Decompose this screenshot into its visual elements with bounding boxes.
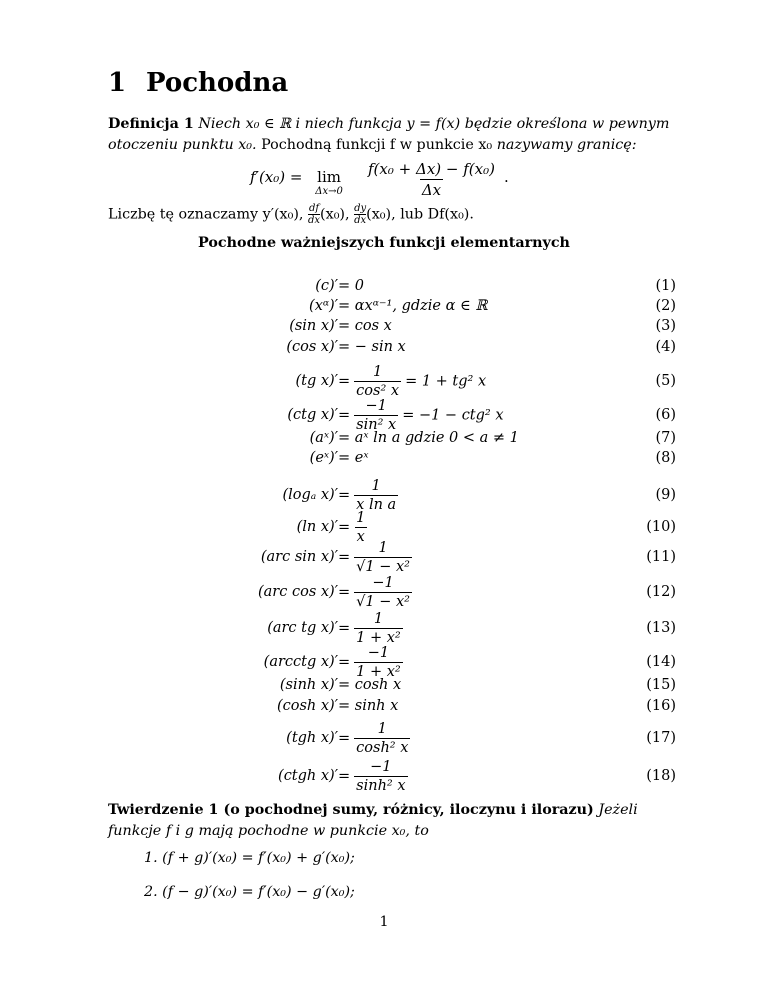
equation-number: (11) bbox=[646, 549, 676, 565]
equation-lhs: (ln x)′ bbox=[296, 519, 338, 535]
equation-lhs: (tgh x)′ bbox=[286, 730, 338, 746]
equation-fraction bbox=[354, 721, 410, 756]
equation-lhs: (arc cos x)′ bbox=[258, 584, 338, 600]
definition-paragraph bbox=[108, 114, 676, 156]
equation-fraction bbox=[354, 540, 412, 575]
equation-number: (7) bbox=[655, 430, 676, 446]
limit-subscript: Δx→0 bbox=[315, 186, 343, 197]
equation-lhs: (arc sin x)′ bbox=[260, 549, 338, 565]
equation-rhs bbox=[338, 540, 416, 575]
notation-mid-1: (x₀), bbox=[320, 206, 350, 223]
equation-rhs bbox=[338, 398, 504, 433]
theorem-item-1: 1. (f + g)′(x₀) = f′(x₀) + g′(x₀); bbox=[144, 850, 355, 866]
equation-rhs bbox=[338, 478, 402, 513]
limit-lhs: f′(x₀) = bbox=[250, 168, 303, 186]
section-number: 1 bbox=[108, 68, 127, 98]
equation-rhs: = αxᵅ⁻¹, gdzie α ∈ ℝ bbox=[338, 298, 488, 314]
fraction-denominator: cosh² x bbox=[356, 740, 409, 756]
df-dx-fraction bbox=[308, 203, 320, 226]
section-title: Pochodna bbox=[146, 68, 289, 98]
equation-number: (6) bbox=[655, 407, 676, 423]
dy-denominator: dx bbox=[354, 215, 367, 226]
limit-numerator: f(x₀ + Δx) − f(x₀) bbox=[368, 160, 495, 178]
fraction-denominator: 1 + x² bbox=[356, 664, 401, 680]
fraction-numerator: 1 bbox=[377, 721, 387, 737]
equation-lhs: (cosh x)′ bbox=[276, 698, 338, 714]
theorem-label: Twierdzenie 1 (o pochodnej sumy, różnicy, iloczynu i ilorazu) bbox=[108, 802, 594, 818]
equation-number: (18) bbox=[646, 768, 676, 784]
equation-lhs: (sinh x)′ bbox=[279, 677, 338, 693]
equation-lhs: (logₐ x)′ bbox=[282, 487, 338, 503]
equation-fraction bbox=[354, 398, 398, 433]
equation-number: (1) bbox=[655, 278, 676, 294]
equation-number: (14) bbox=[646, 654, 676, 670]
fraction-numerator: 1 bbox=[371, 478, 381, 494]
equation-lhs: (ctgh x)′ bbox=[278, 768, 338, 784]
definition-text-2: Pochodną funkcji f w punkcie x₀ bbox=[261, 137, 493, 153]
definition-text-1: Niech x₀ ∈ ℝ i niech funkcja y = f(x) będzie określona w pewnym otoczeniu punktu x₀. bbox=[108, 116, 670, 153]
equation-equals: = bbox=[338, 654, 351, 671]
equation-equals: = bbox=[338, 519, 351, 536]
equation-lhs: (tg x)′ bbox=[295, 373, 338, 389]
equation-equals: = bbox=[338, 549, 351, 566]
equation-fraction bbox=[354, 645, 403, 680]
fraction-denominator: √1 − x² bbox=[356, 594, 410, 610]
equation-rhs bbox=[338, 759, 412, 794]
equation-lhs: (aˣ)′ bbox=[309, 430, 338, 446]
equation-lhs: (eˣ)′ bbox=[309, 450, 338, 466]
equation-number: (5) bbox=[655, 373, 676, 389]
equation-lhs: (xᵅ)′ bbox=[309, 298, 338, 314]
equation-number: (16) bbox=[646, 698, 676, 714]
fraction-numerator: −1 bbox=[367, 645, 390, 661]
equation-rhs: = aˣ ln a gdzie 0 < a ≠ 1 bbox=[338, 430, 519, 446]
equation-rhs-tail: = −1 − ctg² x bbox=[402, 407, 504, 424]
equation-rhs bbox=[338, 645, 407, 680]
equation-equals: = bbox=[338, 584, 351, 601]
equation-number: (17) bbox=[646, 730, 676, 746]
equation-equals: = bbox=[338, 620, 351, 637]
equation-number: (9) bbox=[655, 487, 676, 503]
equation-rhs: = sinh x bbox=[338, 698, 399, 714]
fraction-numerator: 1 bbox=[378, 540, 388, 556]
section-heading bbox=[108, 68, 288, 98]
equation-rhs bbox=[338, 575, 416, 610]
fraction-denominator: x bbox=[356, 529, 365, 545]
equation-rhs bbox=[338, 611, 407, 646]
equation-equals: = bbox=[338, 407, 351, 424]
dy-numerator: dy bbox=[354, 203, 367, 214]
equation-fraction bbox=[354, 611, 403, 646]
definition-label: Definicja 1 bbox=[108, 116, 194, 132]
limit-denominator: Δx bbox=[421, 181, 442, 199]
theorem-item-2: 2. (f − g)′(x₀) = f′(x₀) − g′(x₀); bbox=[144, 884, 355, 900]
notation-start: Liczbę tę oznaczamy y′(x₀), bbox=[108, 206, 304, 223]
equation-lhs: (ctg x)′ bbox=[287, 407, 338, 423]
theorem-paragraph bbox=[108, 800, 676, 842]
equation-number: (2) bbox=[655, 298, 676, 314]
notation-line bbox=[108, 203, 676, 226]
fraction-numerator: −1 bbox=[372, 575, 394, 591]
fraction-numerator: 1 bbox=[372, 364, 383, 380]
equation-number: (10) bbox=[646, 519, 676, 535]
equation-rhs: = cos x bbox=[338, 318, 392, 334]
equation-equals: = bbox=[338, 487, 351, 504]
equation-rhs-tail: = 1 + tg² x bbox=[405, 373, 487, 390]
fraction-denominator: sinh² x bbox=[356, 778, 406, 794]
theorem-text: Jeżeli funkcje f i g mają pochodne w punkcie x₀, to bbox=[108, 802, 638, 839]
fraction-denominator: cos² x bbox=[356, 383, 400, 399]
equation-fraction bbox=[354, 759, 407, 794]
equation-lhs: (cos x)′ bbox=[286, 339, 338, 355]
equation-rhs bbox=[338, 364, 486, 399]
fraction-numerator: 1 bbox=[373, 611, 384, 627]
limit-lim: lim bbox=[317, 168, 341, 186]
equation-lhs: (arcctg x)′ bbox=[263, 654, 338, 670]
fraction-numerator: −1 bbox=[370, 759, 392, 775]
fraction-numerator: 1 bbox=[356, 510, 366, 526]
notation-mid-2: (x₀), lub Df(x₀). bbox=[366, 206, 474, 223]
table-heading: Pochodne ważniejszych funkcji elementarnych bbox=[198, 235, 570, 251]
df-denominator: dx bbox=[308, 215, 321, 226]
equation-number: (13) bbox=[646, 620, 676, 636]
fraction-denominator: √1 − x² bbox=[356, 559, 410, 575]
fraction-denominator: sin² x bbox=[356, 417, 397, 433]
definition-text-3: nazywamy granicę: bbox=[496, 137, 637, 153]
equation-equals: = bbox=[338, 768, 351, 785]
equation-number: (15) bbox=[646, 677, 676, 693]
equation-lhs: (arc tg x)′ bbox=[267, 620, 338, 636]
equation-equals: = bbox=[338, 730, 351, 747]
equation-rhs bbox=[338, 721, 414, 756]
equation-lhs: (sin x)′ bbox=[289, 318, 338, 334]
equation-fraction bbox=[354, 478, 398, 513]
limit-fraction bbox=[366, 160, 497, 199]
equation-number: (12) bbox=[646, 584, 676, 600]
fraction-numerator: −1 bbox=[365, 398, 387, 414]
equation-fraction bbox=[354, 575, 412, 610]
equation-lhs: (c)′ bbox=[315, 278, 338, 294]
limit-end: . bbox=[504, 168, 509, 186]
dy-dx-fraction bbox=[354, 203, 366, 226]
equation-rhs: = 0 bbox=[338, 278, 364, 294]
equation-fraction bbox=[354, 364, 401, 399]
fraction-denominator: 1 + x² bbox=[356, 630, 401, 646]
df-numerator: df bbox=[308, 203, 320, 214]
page-number: 1 bbox=[379, 914, 389, 930]
equation-number: (8) bbox=[655, 450, 676, 466]
equation-number: (3) bbox=[655, 318, 676, 334]
equation-rhs: = − sin x bbox=[338, 339, 406, 355]
equation-equals: = bbox=[338, 373, 351, 390]
equation-number: (4) bbox=[655, 339, 676, 355]
equation-rhs: = eˣ bbox=[338, 450, 369, 466]
equation-rhs: = cosh x bbox=[338, 677, 402, 693]
fraction-denominator: x ln a bbox=[356, 497, 397, 513]
